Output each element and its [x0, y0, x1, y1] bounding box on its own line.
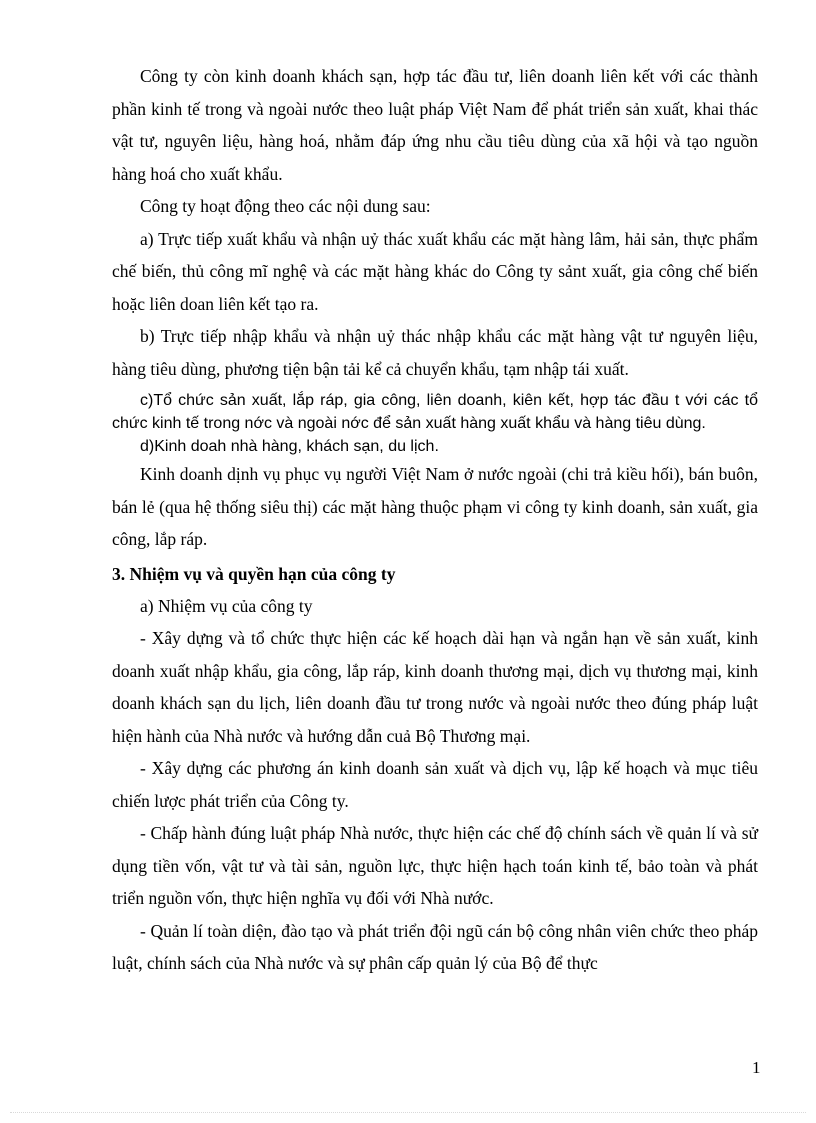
list-item-export: a) Trực tiếp xuất khẩu và nhận uỷ thác xuất khẩu các mặt hàng lâm, hải sản, thực phẩm chế biến, thủ công mĩ nghệ và các mặt hàng khác do Công ty sảnt xuất, gia công chế biến hoặc liên doan liên kết tạo ra. — [112, 228, 758, 314]
duty-item-management: - Quản lí toàn diện, đào tạo và phát triển đội ngũ cán bộ công nhân viên chức theo pháp luật, chính sách của Nhà nước và sự phân cấp quản lý của Bộ để thực — [112, 920, 758, 973]
duty-item-strategy: - Xây dựng các phương án kinh doanh sản xuất và dịch vụ, lập kế hoạch và mục tiêu chiến lược phát triển của Công ty. — [112, 758, 758, 811]
page-number: 1 — [752, 1058, 761, 1077]
paragraph-business-scope: Công ty còn kinh doanh khách sạn, hợp tác đầu tư, liên doanh liên kết với các thành phần kinh tế trong và ngoài nước theo luật pháp Việt Nam để phát triển sản xuất, khai thác vật tư, nguyên liệu, hàng hoá, nhằm đáp ứng nhu cầu tiêu dùng của xã hội và tạo nguồn hàng hoá cho xuất khẩu. — [112, 66, 758, 184]
footer-divider — [10, 1112, 806, 1113]
list-item-hospitality: d)Kinh doah nhà hàng, khách sạn, du lịch. — [140, 438, 439, 455]
paragraph-activities-intro: Công ty hoạt động theo các nội dung sau: — [140, 196, 431, 216]
subheading-duties: a) Nhiệm vụ của công ty — [140, 595, 313, 616]
document-body — [112, 60, 758, 980]
duty-item-planning: - Xây dựng và tổ chức thực hiện các kế hoạch dài hạn và ngắn hạn về sản xuất, kinh doanh xuất nhập khẩu, gia công, lắp ráp, kinh doanh thương mại, dịch vụ thương mại, kinh doanh khách sạn du lịch, liên doanh đầu tư trong nước và ngoài nước theo đúng pháp luật hiện hành của Nhà nước và hướng dẫn cuả Bộ Thương mại. — [112, 628, 758, 746]
paragraph-services: Kinh doanh dịnh vụ phục vụ người Việt Nam ở nước ngoài (chi trả kiều hối), bán buôn, bán lẻ (qua hệ thống siêu thị) các mặt hàng thuộc phạm vi công ty kinh doanh, sản xuất, gia công, lắp ráp. — [112, 464, 758, 549]
section-heading: 3. Nhiệm vụ và quyền hạn của công ty — [112, 563, 396, 584]
list-item-import: b) Trực tiếp nhập khẩu và nhận uỷ thác nhập khẩu các mặt hàng vật tư nguyên liệu, hàng tiêu dùng, phương tiện bận tải kể cả chuyển khẩu, tạm nhập tái xuất. — [112, 326, 758, 379]
list-item-production: c)Tổ chức sản xuất, lắp ráp, gia công, liên doanh, kiên kết, hợp tác đầu t với các tổ chức kinh tế trong nớc và ngoài nớc để sản xuất hàng xuất khẩu và hàng tiêu dùng. — [112, 392, 758, 432]
duty-item-compliance: - Chấp hành đúng luật pháp Nhà nước, thực hiện các chế độ chính sách về quản lí và sử dụng tiền vốn, vật tư và tài sản, nguồn lực, thực hiện hạch toán kinh tế, bảo toàn và phát triển nguồn vốn, thực hiện nghĩa vụ đối với Nhà nước. — [112, 823, 758, 908]
